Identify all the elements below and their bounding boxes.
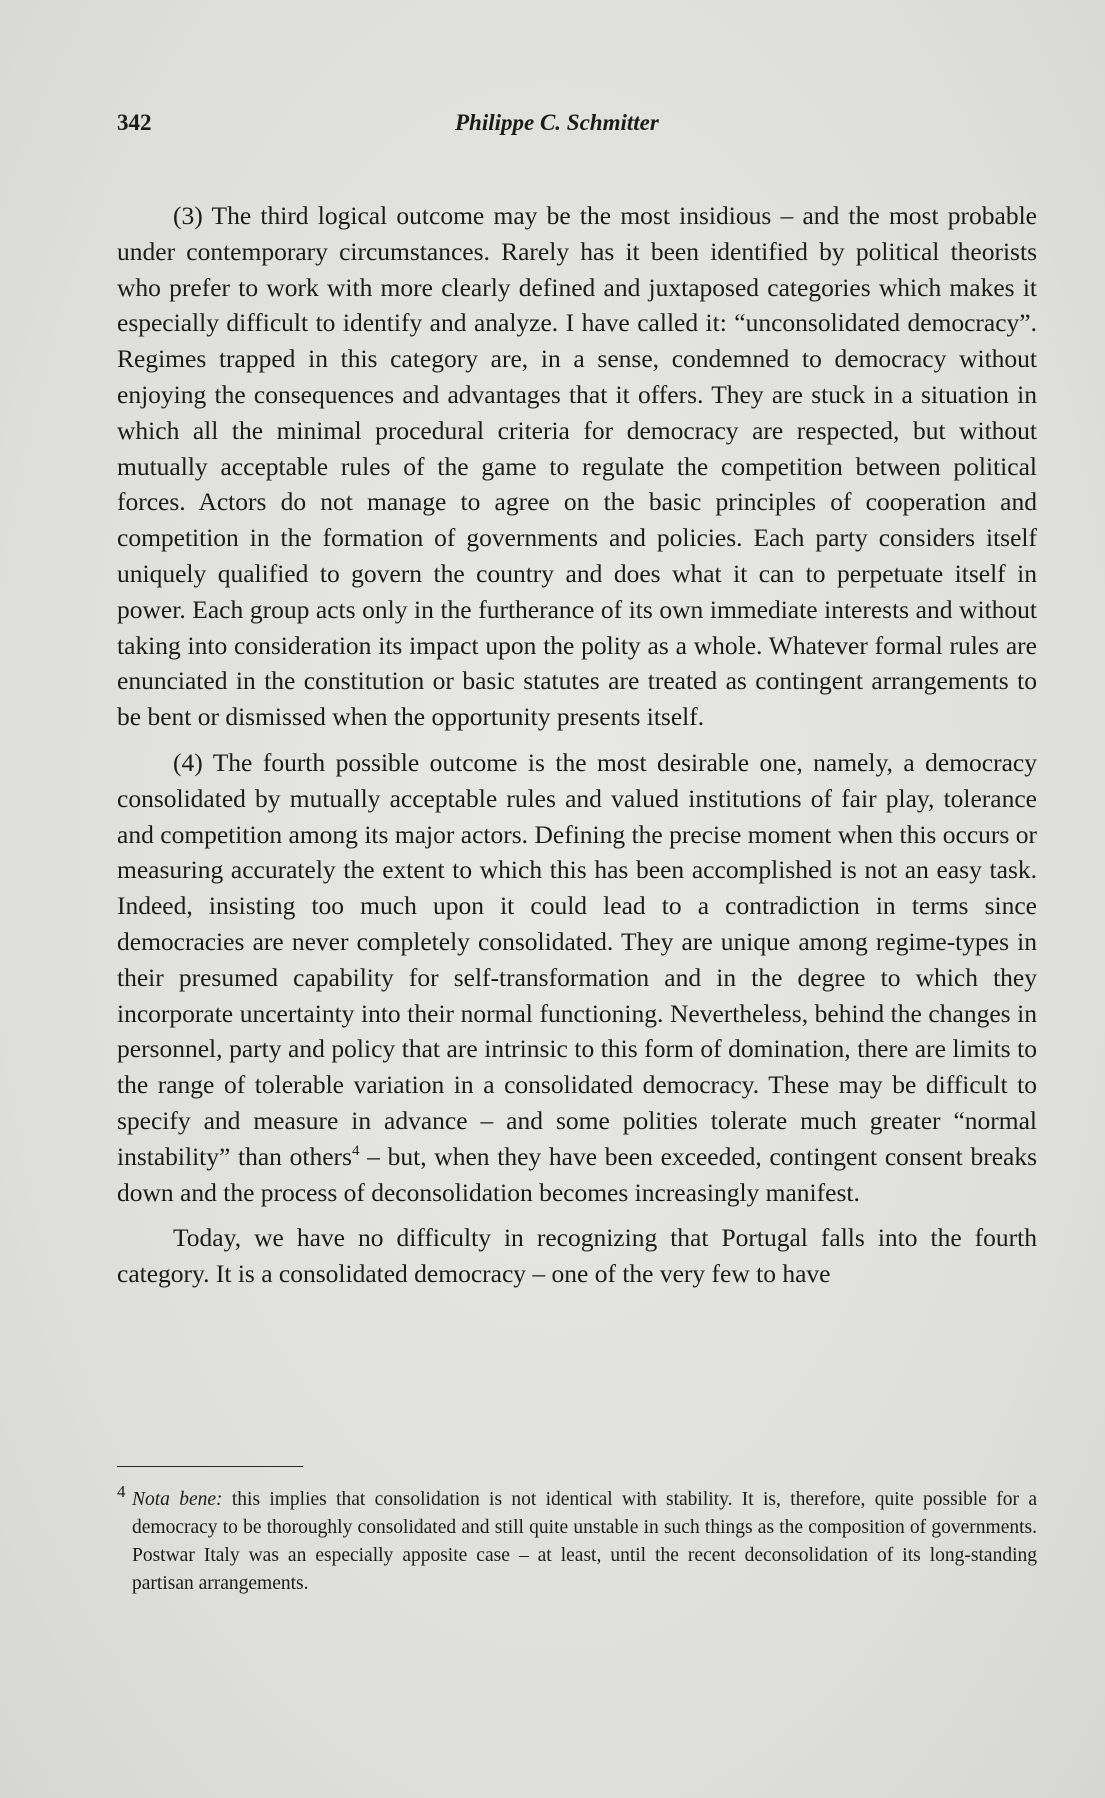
paragraph-outcome-4: [117, 745, 1037, 1210]
body-text: [117, 198, 1037, 1302]
footnote-number: 4: [117, 1482, 126, 1501]
running-head-author: Philippe C. Schmitter: [455, 110, 659, 135]
page-number: 342: [117, 110, 152, 135]
page-header: [117, 106, 1037, 140]
footnote-text: this implies that consolidation is not identical with stability. It is, therefore, quite possible for a democracy to be thoroughly consolidated and still quite unstable in such things as the composition of governments. Postwar Italy was an especially apposite case – at least, until the recent deconsolidation of its long-standing partisan arrangements.: [132, 1489, 1037, 1594]
paragraph-text-continued: – but, when they have been exceeded, contingent consent breaks down and the process of deconsolidation becomes increasingly manifest.: [117, 1141, 1037, 1207]
footnote: [117, 1482, 1037, 1598]
paragraph-portugal: Today, we have no difficulty in recognizing that Portugal falls into the fourth category. It is a consolidated democracy – one of the very few to have: [117, 1223, 1037, 1289]
paragraph-text: (4) The fourth possible outcome is the most desirable one, namely, a democracy consolidated by mutually acceptable rules and valued institutions of fair play, tolerance and competition among its major actors. Defining the precise moment when this occurs or measuring accurately the extent to which this has been accomplished is not an easy task. Indeed, insisting too much upon it could lead to a contradiction in terms since democracies are never completely consolidated. They are unique among regime-types in their presumed capability for self-transformation and in the degree to which they incorporate uncertainty into their normal functioning. Nevertheless, behind the changes in personnel, party and policy that are intrinsic to this form of domination, there are limits to the range of tolerable variation in a consolidated democracy. These may be difficult to specify and measure in advance – and some polities tolerate much greater “normal instability” than others: [117, 747, 1037, 1171]
footnote-body: [132, 1486, 1037, 1598]
footnote-label: Nota bene:: [132, 1489, 223, 1510]
footnote-reference[interactable]: 4: [351, 1142, 360, 1159]
paragraph-outcome-3: (3) The third logical outcome may be the most insidious – and the most probable under contemporary circumstances. Rarely has it been identified by political theorists who prefer to work with more clearly defined and juxtaposed categories which makes it especially difficult to identify and analyze. I have called it: “unconsolidated democracy”. Regimes trapped in this category are, in a sense, condemned to democracy without enjoying the consequences and advantages that it offers. They are stuck in a situation in which all the minimal procedural criteria for democracy are respected, but without mutually acceptable rules of the game to regulate the competition between political forces. Actors do not manage to agree on the basic principles of cooperation and competition in the formation of governments and policies. Each party considers itself uniquely qualified to govern the country and does what it can to perpetuate itself in power. Each group acts only in the furtherance of its own immediate interests and without taking into consideration its impact upon the polity as a whole. Whatever formal rules are enunciated in the constitution or basic statutes are treated as contingent arrangements to be bent or dismissed when the opportunity presents itself.: [117, 201, 1037, 732]
footnote-divider: [117, 1466, 303, 1467]
